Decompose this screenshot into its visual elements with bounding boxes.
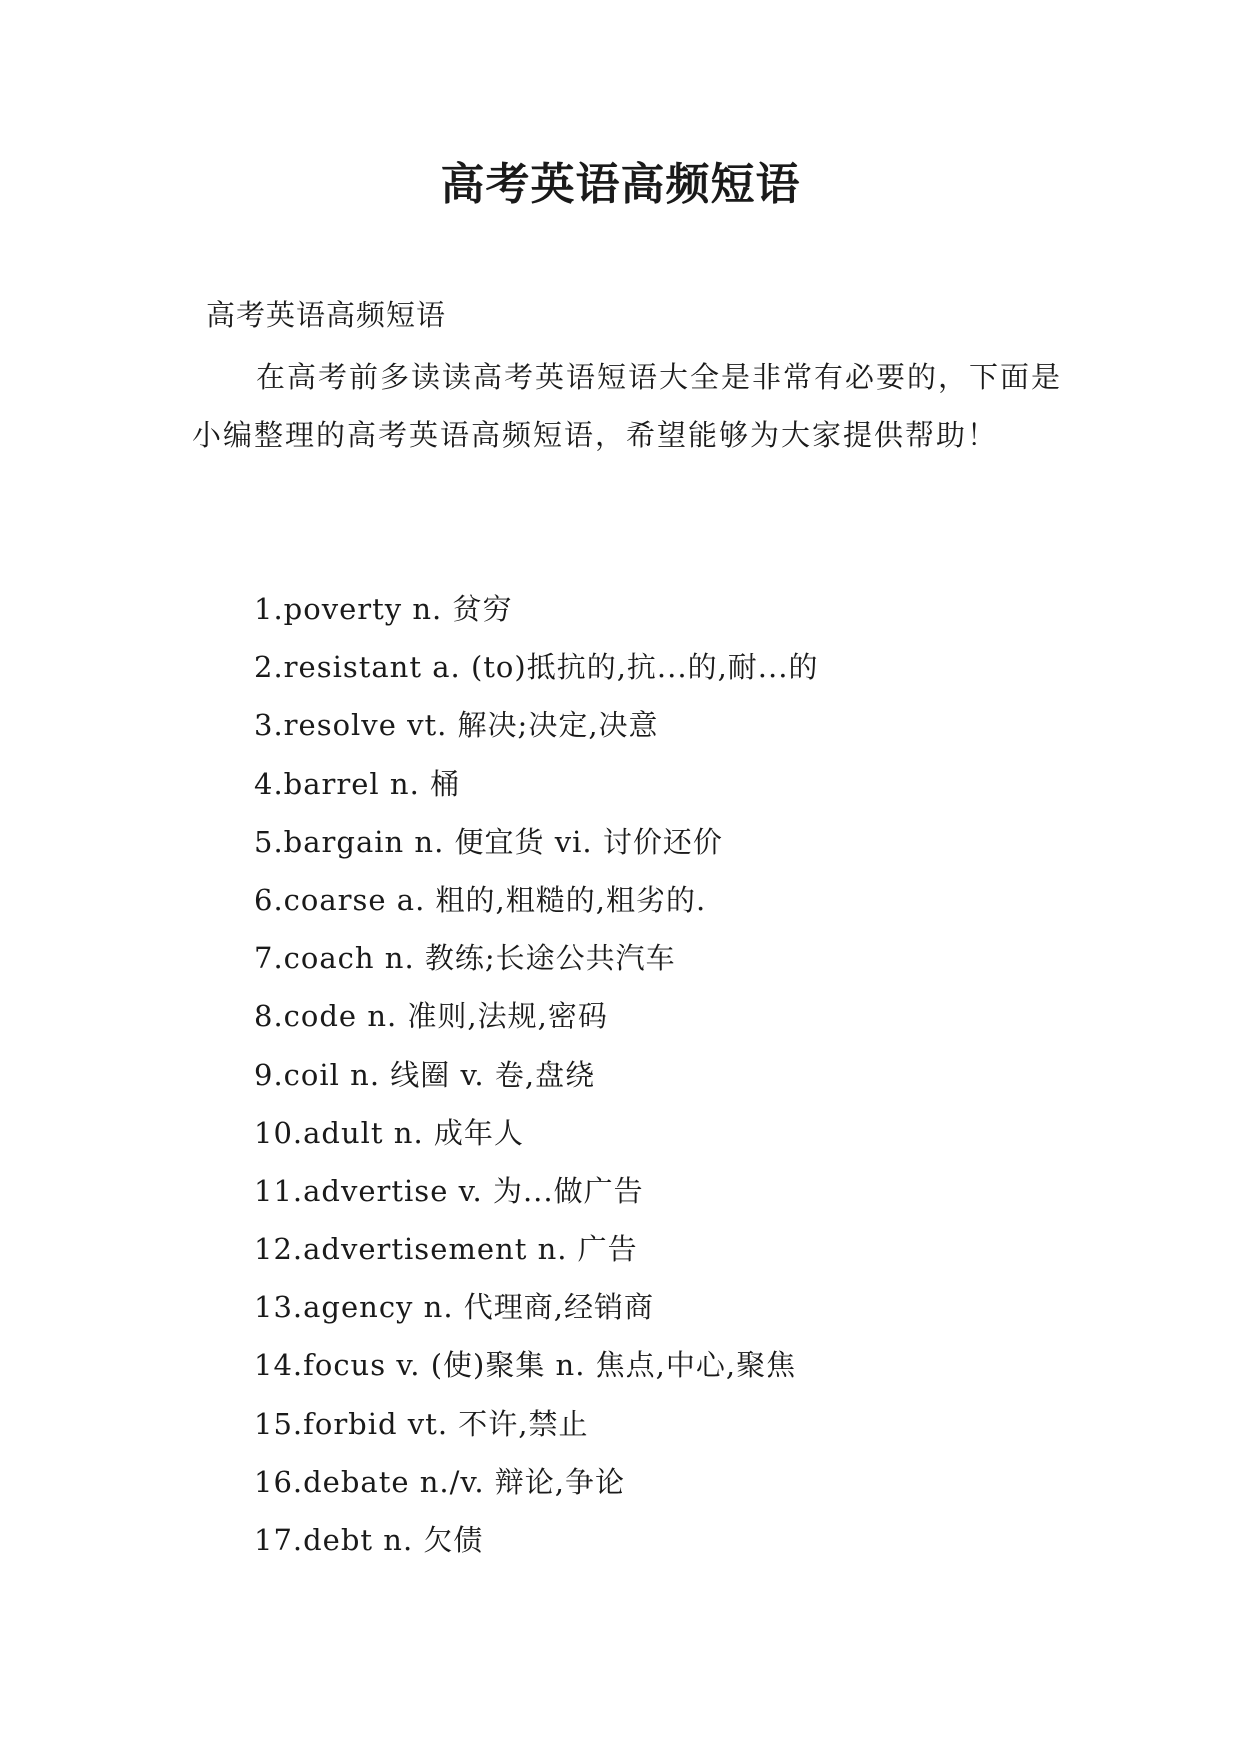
- vocabulary-item: 7.coach n. 教练;长途公共汽车: [254, 941, 676, 976]
- vocabulary-item: 14.focus v. (使)聚集 n. 焦点,中心,聚焦: [254, 1348, 797, 1383]
- vocabulary-item: 3.resolve vt. 解决;决定,决意: [254, 708, 659, 743]
- document-title: 高考英语高频短语: [440, 159, 801, 210]
- vocabulary-item: 6.coarse a. 粗的,粗糙的,粗劣的.: [254, 882, 707, 917]
- vocabulary-item: 13.agency n. 代理商,经销商: [254, 1290, 654, 1325]
- vocabulary-item: 16.debate n./v. 辩论,争论: [254, 1464, 625, 1499]
- vocabulary-item: 17.debt n. 欠债: [254, 1523, 484, 1557]
- vocabulary-item: 9.coil n. 线圈 v. 卷,盘绕: [254, 1057, 596, 1092]
- vocabulary-item: 1.poverty n. 贫穷: [254, 592, 513, 626]
- vocabulary-item: 5.bargain n. 便宜货 vi. 讨价还价: [254, 824, 723, 859]
- vocabulary-item: 15.forbid vt. 不许,禁止: [254, 1406, 589, 1441]
- intro-paragraph: 在高考前多读读高考英语短语大全是非常有必要的，下面是小编整理的高考英语高频短语，希望能够为大家提供帮助！: [192, 360, 1063, 452]
- vocabulary-item: 12.advertisement n. 广告: [254, 1232, 638, 1267]
- vocabulary-item: 11.advertise v. 为...做广告: [254, 1173, 644, 1208]
- vocabulary-item: 4.barrel n. 桶: [254, 766, 461, 801]
- vocabulary-item: 10.adult n. 成年人: [254, 1115, 524, 1150]
- vocabulary-item: 2.resistant a. (to)抵抗的,抗...的,耐...的: [254, 650, 819, 685]
- vocabulary-item: 8.code n. 准则,法规,密码: [254, 999, 608, 1034]
- document-subtitle: 高考英语高频短语: [206, 298, 447, 332]
- vocabulary-list: [254, 580, 818, 1569]
